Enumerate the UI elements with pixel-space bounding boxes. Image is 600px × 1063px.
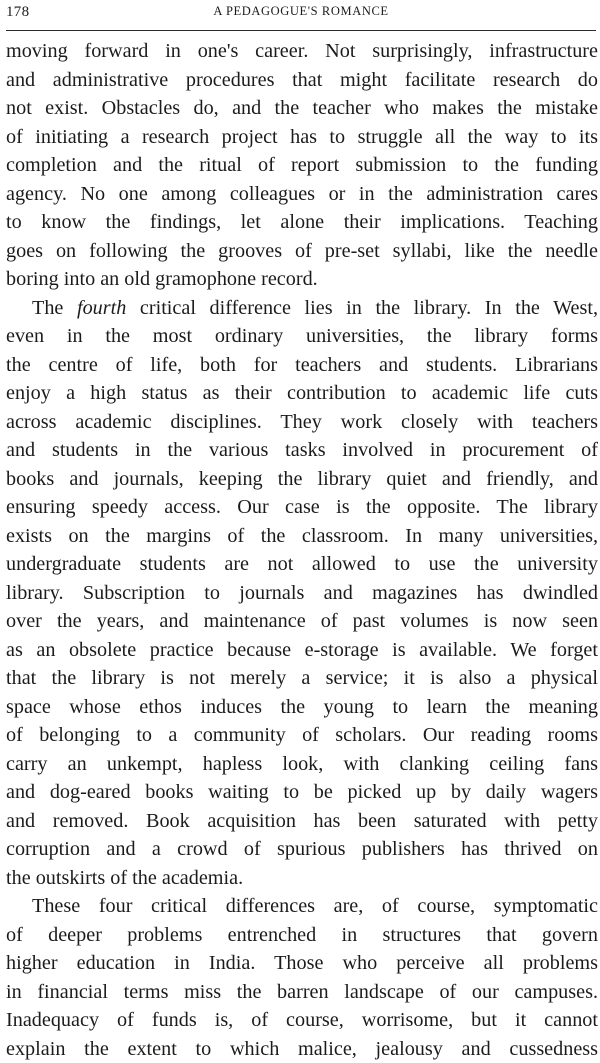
text-line: and removed. Book acquisition has been saturated with petty [6, 807, 598, 836]
page-number: 178 [6, 4, 29, 21]
text-line: enjoy a high status as their contribution to academic life cuts [6, 379, 598, 408]
text-line: over the years, and maintenance of past volumes is now seen [6, 607, 598, 636]
paragraph-3 [6, 892, 598, 1063]
running-header [6, 0, 596, 31]
text-line: the outskirts of the academia. [6, 864, 598, 893]
running-title: A PEDAGOGUE'S ROMANCE [6, 4, 596, 19]
text-line: ensuring speedy access. Our case is the opposite. The library [6, 493, 598, 522]
text-line-first: These four critical differences are, of course, symptomatic [6, 892, 598, 921]
text-line: of belonging to a community of scholars. Our reading rooms [6, 721, 598, 750]
text-line: to know the findings, let alone their implications. Teaching [6, 208, 598, 237]
text-line: in financial terms miss the barren landscape of our campuses. [6, 978, 598, 1007]
text-line: the centre of life, both for teachers and students. Librarians [6, 351, 598, 380]
paragraph-2 [6, 294, 598, 893]
text-line-first [6, 294, 598, 323]
text-line: Inadequacy of funds is, of course, worrisome, but it cannot [6, 1006, 598, 1035]
text-line: exists on the margins of the classroom. In many universities, [6, 522, 598, 551]
text-line: even in the most ordinary universities, the library forms [6, 322, 598, 351]
text-line: undergraduate students are not allowed to use the university [6, 550, 598, 579]
text-line: explain the extent to which malice, jealousy and cussedness [6, 1035, 598, 1063]
text-line: agency. No one among colleagues or in the administration cares [6, 180, 598, 209]
text-line: across academic disciplines. They work closely with teachers [6, 408, 598, 437]
text-line: space whose ethos induces the young to learn the meaning [6, 693, 598, 722]
text-line: goes on following the grooves of pre-set syllabi, like the needle [6, 237, 598, 266]
text-run: The [32, 297, 77, 319]
text-line: and students in the various tasks involved in procurement of [6, 436, 598, 465]
text-line: higher education in India. Those who perceive all problems [6, 949, 598, 978]
text-line: library. Subscription to journals and magazines has dwindled [6, 579, 598, 608]
text-line: as an obsolete practice because e-storage is available. We forget [6, 636, 598, 665]
body-text [6, 37, 598, 1063]
text-line: not exist. Obstacles do, and the teacher who makes the mistake [6, 94, 598, 123]
text-line: boring into an old gramophone record. [6, 265, 598, 294]
text-line: completion and the ritual of report submission to the funding [6, 151, 598, 180]
text-line: moving forward in one's career. Not surprisingly, infrastructure [6, 37, 598, 66]
text-line: corruption and a crowd of spurious publishers has thrived on [6, 835, 598, 864]
text-line: and administrative procedures that might facilitate research do [6, 66, 598, 95]
text-line: carry an unkempt, hapless look, with clanking ceiling fans [6, 750, 598, 779]
paragraph-1 [6, 37, 598, 294]
text-line: that the library is not merely a service; it is also a physical [6, 664, 598, 693]
text-line: and dog-eared books waiting to be picked up by daily wagers [6, 778, 598, 807]
emphasized-word: fourth [77, 297, 126, 319]
text-line: books and journals, keeping the library quiet and friendly, and [6, 465, 598, 494]
text-line: of initiating a research project has to struggle all the way to its [6, 123, 598, 152]
text-line: of deeper problems entrenched in structures that govern [6, 921, 598, 950]
text-run: critical difference lies in the library. In the West, [126, 297, 598, 319]
